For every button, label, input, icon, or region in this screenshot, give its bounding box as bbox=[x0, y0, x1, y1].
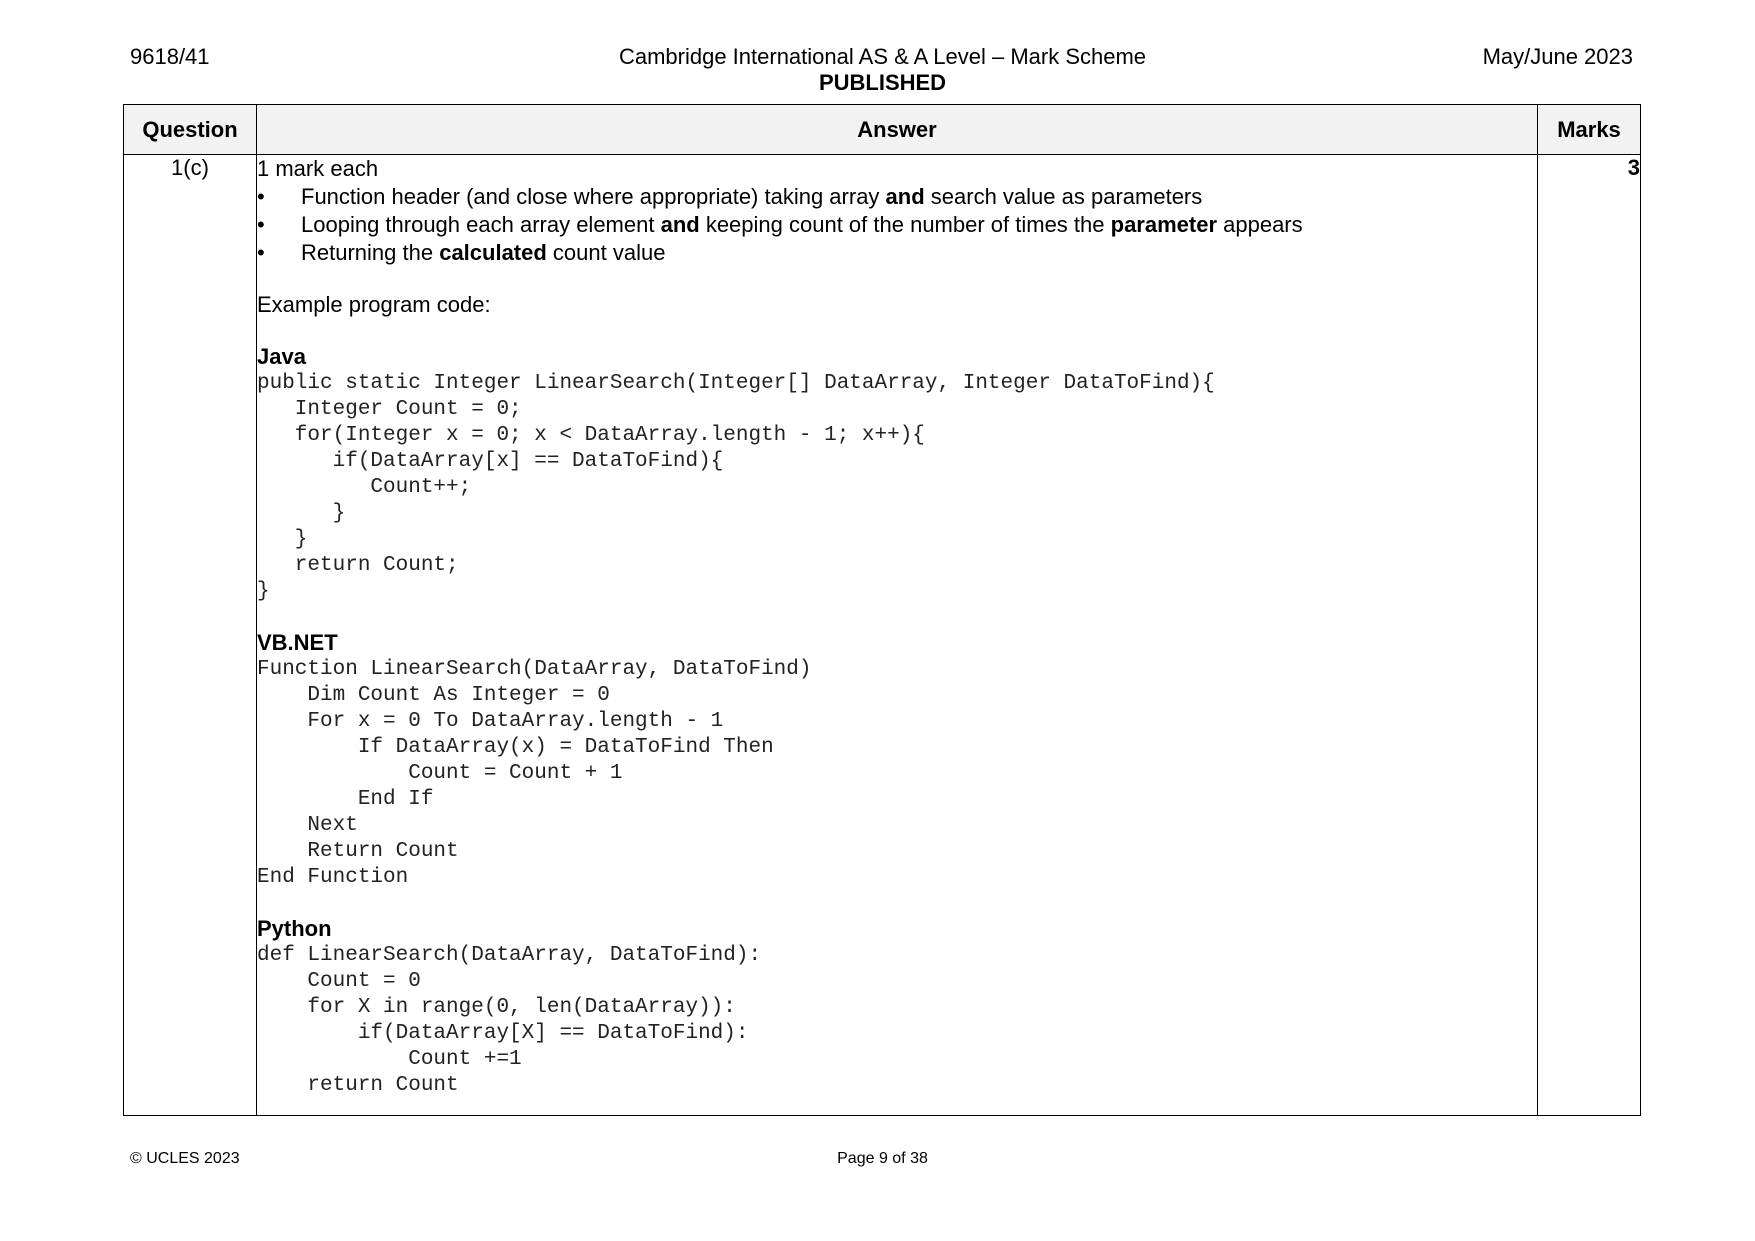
mark-allocation-note: 1 mark each bbox=[257, 156, 379, 181]
answer-cell bbox=[257, 155, 1538, 1116]
emphasis-text: and bbox=[660, 212, 700, 237]
question-number: 1(c) bbox=[124, 155, 257, 1116]
emphasis-text: calculated bbox=[439, 240, 547, 265]
marking-point-text: Looping through each array element bbox=[301, 212, 661, 237]
exam-session: May/June 2023 bbox=[1482, 44, 1633, 69]
code-block: public static Integer LinearSearch(Integer[] DataArray, Integer DataToFind){ Integer Count = 0; for(Integer x = 0; x < DataArray.length - 1; x++){ if(DataArray[x] == DataToFind){ Count++; } } return Count; } bbox=[257, 372, 1215, 603]
marking-point-item bbox=[257, 239, 1537, 267]
marking-point-text: Returning the bbox=[301, 240, 440, 265]
marking-point-text: search value as parameters bbox=[924, 184, 1203, 209]
bullet-icon: • bbox=[257, 184, 265, 209]
marking-points-list bbox=[257, 183, 1537, 267]
language-heading: VB.NET bbox=[257, 630, 338, 655]
marking-point-text: count value bbox=[546, 240, 666, 265]
example-label: Example program code: bbox=[257, 292, 491, 317]
published-label: PUBLISHED bbox=[818, 70, 947, 95]
marking-point-text: appears bbox=[1217, 212, 1303, 237]
code-block: Function LinearSearch(DataArray, DataToFind) Dim Count As Integer = 0 For x = 0 To DataArray.length - 1 If DataArray(x) = DataToFind Then Count = Count + 1 End If Next Return Count End Function bbox=[257, 658, 812, 889]
mark-scheme-table bbox=[123, 104, 1641, 1116]
bullet-icon: • bbox=[257, 212, 265, 237]
code-block: def LinearSearch(DataArray, DataToFind): Count = 0 for X in range(0, len(DataArray)): if(DataArray[X] == DataToFind): Count +=1 return Count bbox=[257, 944, 762, 1097]
marking-point-text: Function header (and close where appropriate) taking array bbox=[301, 184, 886, 209]
marking-point-item bbox=[257, 211, 1537, 239]
language-heading: Python bbox=[257, 916, 332, 941]
code-examples bbox=[257, 343, 1537, 1099]
marking-point-text: keeping count of the number of times the bbox=[699, 212, 1111, 237]
language-heading: Java bbox=[257, 344, 306, 369]
document-title: Cambridge International AS & A Level – Mark Scheme bbox=[618, 44, 1147, 69]
bullet-icon: • bbox=[257, 240, 265, 265]
marks-column-header: Marks bbox=[1538, 105, 1641, 155]
table-header-row bbox=[124, 105, 1641, 155]
question-column-header: Question bbox=[124, 105, 257, 155]
marks-value: 3 bbox=[1538, 155, 1641, 1116]
answer-column-header: Answer bbox=[257, 105, 1538, 155]
emphasis-text: and bbox=[885, 184, 925, 209]
page-number: Page 9 of 38 bbox=[837, 1150, 928, 1167]
marking-point-item bbox=[257, 183, 1537, 211]
table-row bbox=[124, 155, 1641, 1116]
paper-code: 9618/41 bbox=[130, 44, 210, 69]
copyright-notice: © UCLES 2023 bbox=[130, 1150, 240, 1167]
emphasis-text: parameter bbox=[1110, 212, 1218, 237]
